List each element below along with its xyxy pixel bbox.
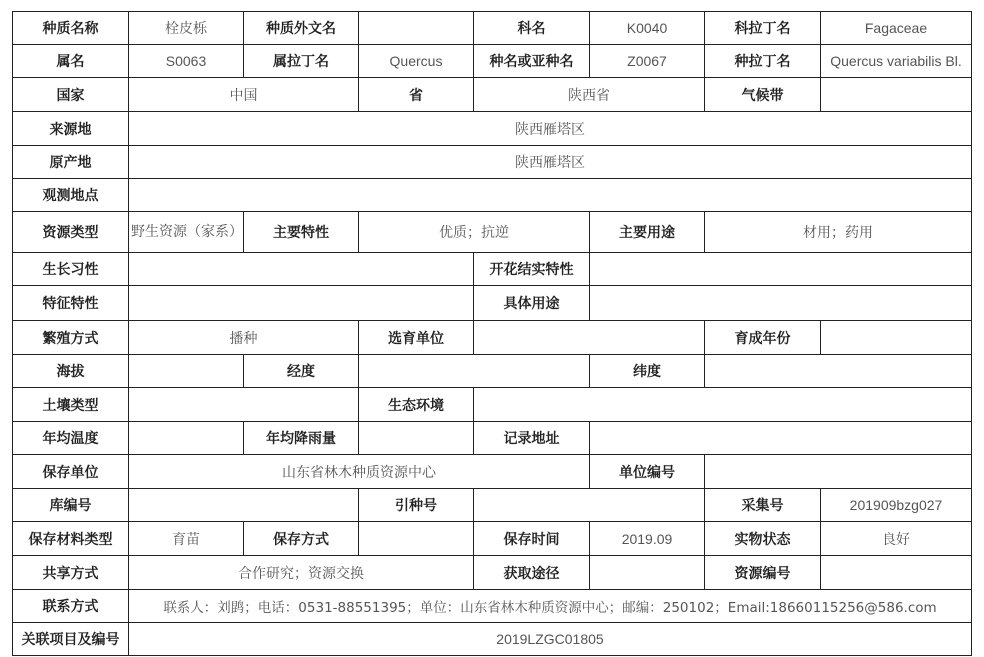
table-row	[13, 78, 972, 112]
label-altitude: 海拔	[13, 355, 129, 388]
table-row	[13, 45, 972, 78]
label-resource-number: 资源编号	[705, 556, 821, 590]
value-main-traits: 优质；抗逆	[359, 212, 590, 253]
label-longitude: 经度	[244, 355, 359, 388]
table-row	[13, 455, 972, 489]
label-contact: 联系方式	[13, 590, 129, 623]
value-sharing-method: 合作研究；资源交换	[129, 556, 474, 590]
label-genus-name: 属名	[13, 45, 129, 78]
value-foreign-name	[359, 12, 474, 45]
value-altitude	[129, 355, 244, 388]
value-preservation-time: 2019.09	[590, 522, 705, 556]
label-main-traits: 主要特性	[244, 212, 359, 253]
table-row	[13, 286, 972, 321]
label-germplasm-name: 种质名称	[13, 12, 129, 45]
label-annual-rainfall: 年均降雨量	[244, 422, 359, 455]
table-row	[13, 146, 972, 179]
label-material-type: 保存材料类型	[13, 522, 129, 556]
table-row	[13, 179, 972, 212]
value-eco-environment	[474, 388, 972, 422]
value-longitude	[359, 355, 590, 388]
value-flowering-fruiting	[590, 253, 972, 286]
value-propagation: 播种	[129, 321, 359, 355]
label-family-name: 科名	[474, 12, 590, 45]
value-species-latin: Quercus variabilis Bl.	[821, 45, 972, 78]
label-physical-state: 实物状态	[705, 522, 821, 556]
value-resource-number	[821, 556, 972, 590]
value-resource-type: 野生资源（家系）	[129, 212, 244, 253]
label-soil-type: 土壤类型	[13, 388, 129, 422]
value-country: 中国	[129, 78, 359, 112]
value-physical-state: 良好	[821, 522, 972, 556]
table-row	[13, 590, 972, 623]
label-climate-zone: 气候带	[705, 78, 821, 112]
value-feature-traits	[129, 286, 474, 321]
label-species-latin: 种拉丁名	[705, 45, 821, 78]
table-row	[13, 623, 972, 656]
value-introduction-number	[474, 489, 705, 522]
value-collection-number: 201909bzg027	[821, 489, 972, 522]
value-contact: 联系人：刘鹍；电话：0531-88551395；单位：山东省林木种质资源中心；邮编：250102；Email:18660115256@586.com	[129, 590, 972, 623]
label-province: 省	[359, 78, 474, 112]
value-origin-place: 陕西雁塔区	[129, 146, 972, 179]
value-preservation-unit: 山东省林木种质资源中心	[129, 455, 590, 489]
label-foreign-name: 种质外文名	[244, 12, 359, 45]
label-related-project: 关联项目及编号	[13, 623, 129, 656]
label-genus-latin: 属拉丁名	[244, 45, 359, 78]
label-introduction-number: 引种号	[359, 489, 474, 522]
label-species-name: 种名或亚种名	[474, 45, 590, 78]
label-bank-number: 库编号	[13, 489, 129, 522]
label-source-place: 来源地	[13, 112, 129, 146]
table-row	[13, 321, 972, 355]
table-row	[13, 489, 972, 522]
value-material-type: 育苗	[129, 522, 244, 556]
label-family-latin: 科拉丁名	[705, 12, 821, 45]
label-preservation-time: 保存时间	[474, 522, 590, 556]
label-breeding-year: 育成年份	[705, 321, 821, 355]
value-genus-latin: Quercus	[359, 45, 474, 78]
label-collection-number: 采集号	[705, 489, 821, 522]
label-preservation-method: 保存方式	[244, 522, 359, 556]
label-flowering-fruiting: 开花结实特性	[474, 253, 590, 286]
value-acquisition-route	[590, 556, 705, 590]
value-unit-number	[705, 455, 972, 489]
table-row	[13, 422, 972, 455]
value-specific-uses	[590, 286, 972, 321]
value-family-latin: Fagaceae	[821, 12, 972, 45]
value-annual-temp	[129, 422, 244, 455]
label-preservation-unit: 保存单位	[13, 455, 129, 489]
value-source-place: 陕西雁塔区	[129, 112, 972, 146]
value-observation-site	[129, 179, 972, 212]
label-breeding-unit: 选育单位	[359, 321, 474, 355]
value-related-project: 2019LZGC01805	[129, 623, 972, 656]
label-latitude: 纬度	[590, 355, 705, 388]
germplasm-info-table	[12, 11, 972, 656]
label-main-uses: 主要用途	[590, 212, 705, 253]
label-country: 国家	[13, 78, 129, 112]
table-row	[13, 522, 972, 556]
label-unit-number: 单位编号	[590, 455, 705, 489]
value-genus-name: S0063	[129, 45, 244, 78]
value-breeding-unit	[474, 321, 705, 355]
table-row	[13, 388, 972, 422]
label-specific-uses: 具体用途	[474, 286, 590, 321]
label-feature-traits: 特征特性	[13, 286, 129, 321]
value-breeding-year	[821, 321, 972, 355]
value-germplasm-name: 栓皮栎	[129, 12, 244, 45]
label-record-address: 记录地址	[474, 422, 590, 455]
value-main-uses: 材用；药用	[705, 212, 972, 253]
label-annual-temp: 年均温度	[13, 422, 129, 455]
value-family-name: K0040	[590, 12, 705, 45]
label-propagation: 繁殖方式	[13, 321, 129, 355]
value-annual-rainfall	[359, 422, 474, 455]
table-row	[13, 12, 972, 45]
value-bank-number	[129, 489, 359, 522]
value-record-address	[590, 422, 972, 455]
label-eco-environment: 生态环境	[359, 388, 474, 422]
table-row	[13, 253, 972, 286]
table-row	[13, 112, 972, 146]
value-preservation-method	[359, 522, 474, 556]
label-observation-site: 观测地点	[13, 179, 129, 212]
value-province: 陕西省	[474, 78, 705, 112]
table-row	[13, 212, 972, 253]
table-row	[13, 355, 972, 388]
label-sharing-method: 共享方式	[13, 556, 129, 590]
label-acquisition-route: 获取途径	[474, 556, 590, 590]
value-growth-habit	[129, 253, 474, 286]
value-latitude	[705, 355, 972, 388]
value-species-name: Z0067	[590, 45, 705, 78]
label-origin-place: 原产地	[13, 146, 129, 179]
value-soil-type	[129, 388, 359, 422]
table-row	[13, 556, 972, 590]
label-growth-habit: 生长习性	[13, 253, 129, 286]
value-climate-zone	[821, 78, 972, 112]
label-resource-type: 资源类型	[13, 212, 129, 253]
